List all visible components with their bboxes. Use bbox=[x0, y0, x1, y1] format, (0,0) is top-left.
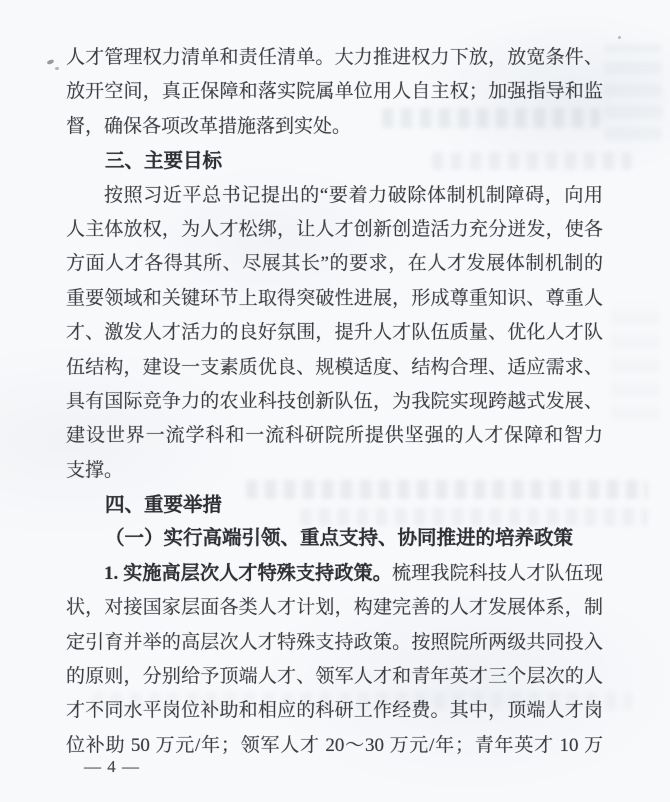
section-heading-4: 四、重要举措 bbox=[105, 494, 223, 517]
text-line: 支撑。 bbox=[66, 459, 124, 481]
text-line: 状，对接国家层面各类人才计划，构建完善的人才发展体系，制 bbox=[66, 597, 603, 619]
text-line: 才不同水平岗位补助和相应的科研工作经费。其中，顶端人才岗 bbox=[66, 700, 603, 722]
runin-bold-heading: 1. 实施高层次人才特殊支持政策。 bbox=[104, 562, 392, 584]
text-line: 的原则，分别给予顶端人才、领军人才和青年英才三个层次的人 bbox=[66, 666, 603, 688]
text-line: 督，确保各项改革措施落到实处。 bbox=[66, 115, 352, 137]
section-heading-3: 三、主要目标 bbox=[105, 150, 223, 173]
text-line: 伍结构，建设一支素质优良、规模适度、结构合理、适应需求、 bbox=[66, 356, 603, 378]
text-line: 位补助 50 万元/年；领军人才 20～30 万元/年；青年英才 10 万 bbox=[66, 734, 603, 756]
text-line: 人才管理权力清单和责任清单。大力推进权力下放，放宽条件、 bbox=[66, 47, 603, 68]
text-line: 按照习近平总书记提出的“要着力破除体制机制障碍，向用 bbox=[104, 184, 603, 206]
text-line: 建设世界一流学科和一流科研院所提供坚强的人才保障和智力 bbox=[66, 425, 603, 447]
page-number: — 4 — bbox=[84, 757, 140, 776]
text-line: 重要领域和关键环节上取得突破性进展，形成尊重知识、尊重人 bbox=[66, 287, 603, 309]
document-body bbox=[66, 41, 603, 763]
text-line: 具有国际竞争力的农业科技创新队伍，为我院实现跨越式发展、 bbox=[66, 390, 603, 412]
text-line: 方面人才各得其所、尽展其长”的要求，在人才发展体制机制的 bbox=[66, 253, 603, 275]
text-line: 放开空间，真正保障和落实院属单位用人自主权；加强指导和监 bbox=[66, 81, 603, 103]
text-line: 人主体放权，为人才松绑，让人才创新创造活力充分迸发，使各 bbox=[66, 218, 603, 240]
text-line: 定引育并举的高层次人才特殊支持政策。按照院所两级共同投入 bbox=[66, 631, 603, 653]
subsection-heading-1: （一）实行高端引领、重点支持、协同推进的培养政策 bbox=[105, 528, 574, 550]
text-run: 梳理我院科技人才队伍现 bbox=[391, 562, 603, 584]
text-line: 才、激发人才活力的良好氛围，提升人才队伍质量、优化人才队 bbox=[66, 322, 603, 344]
text-line bbox=[66, 557, 603, 591]
